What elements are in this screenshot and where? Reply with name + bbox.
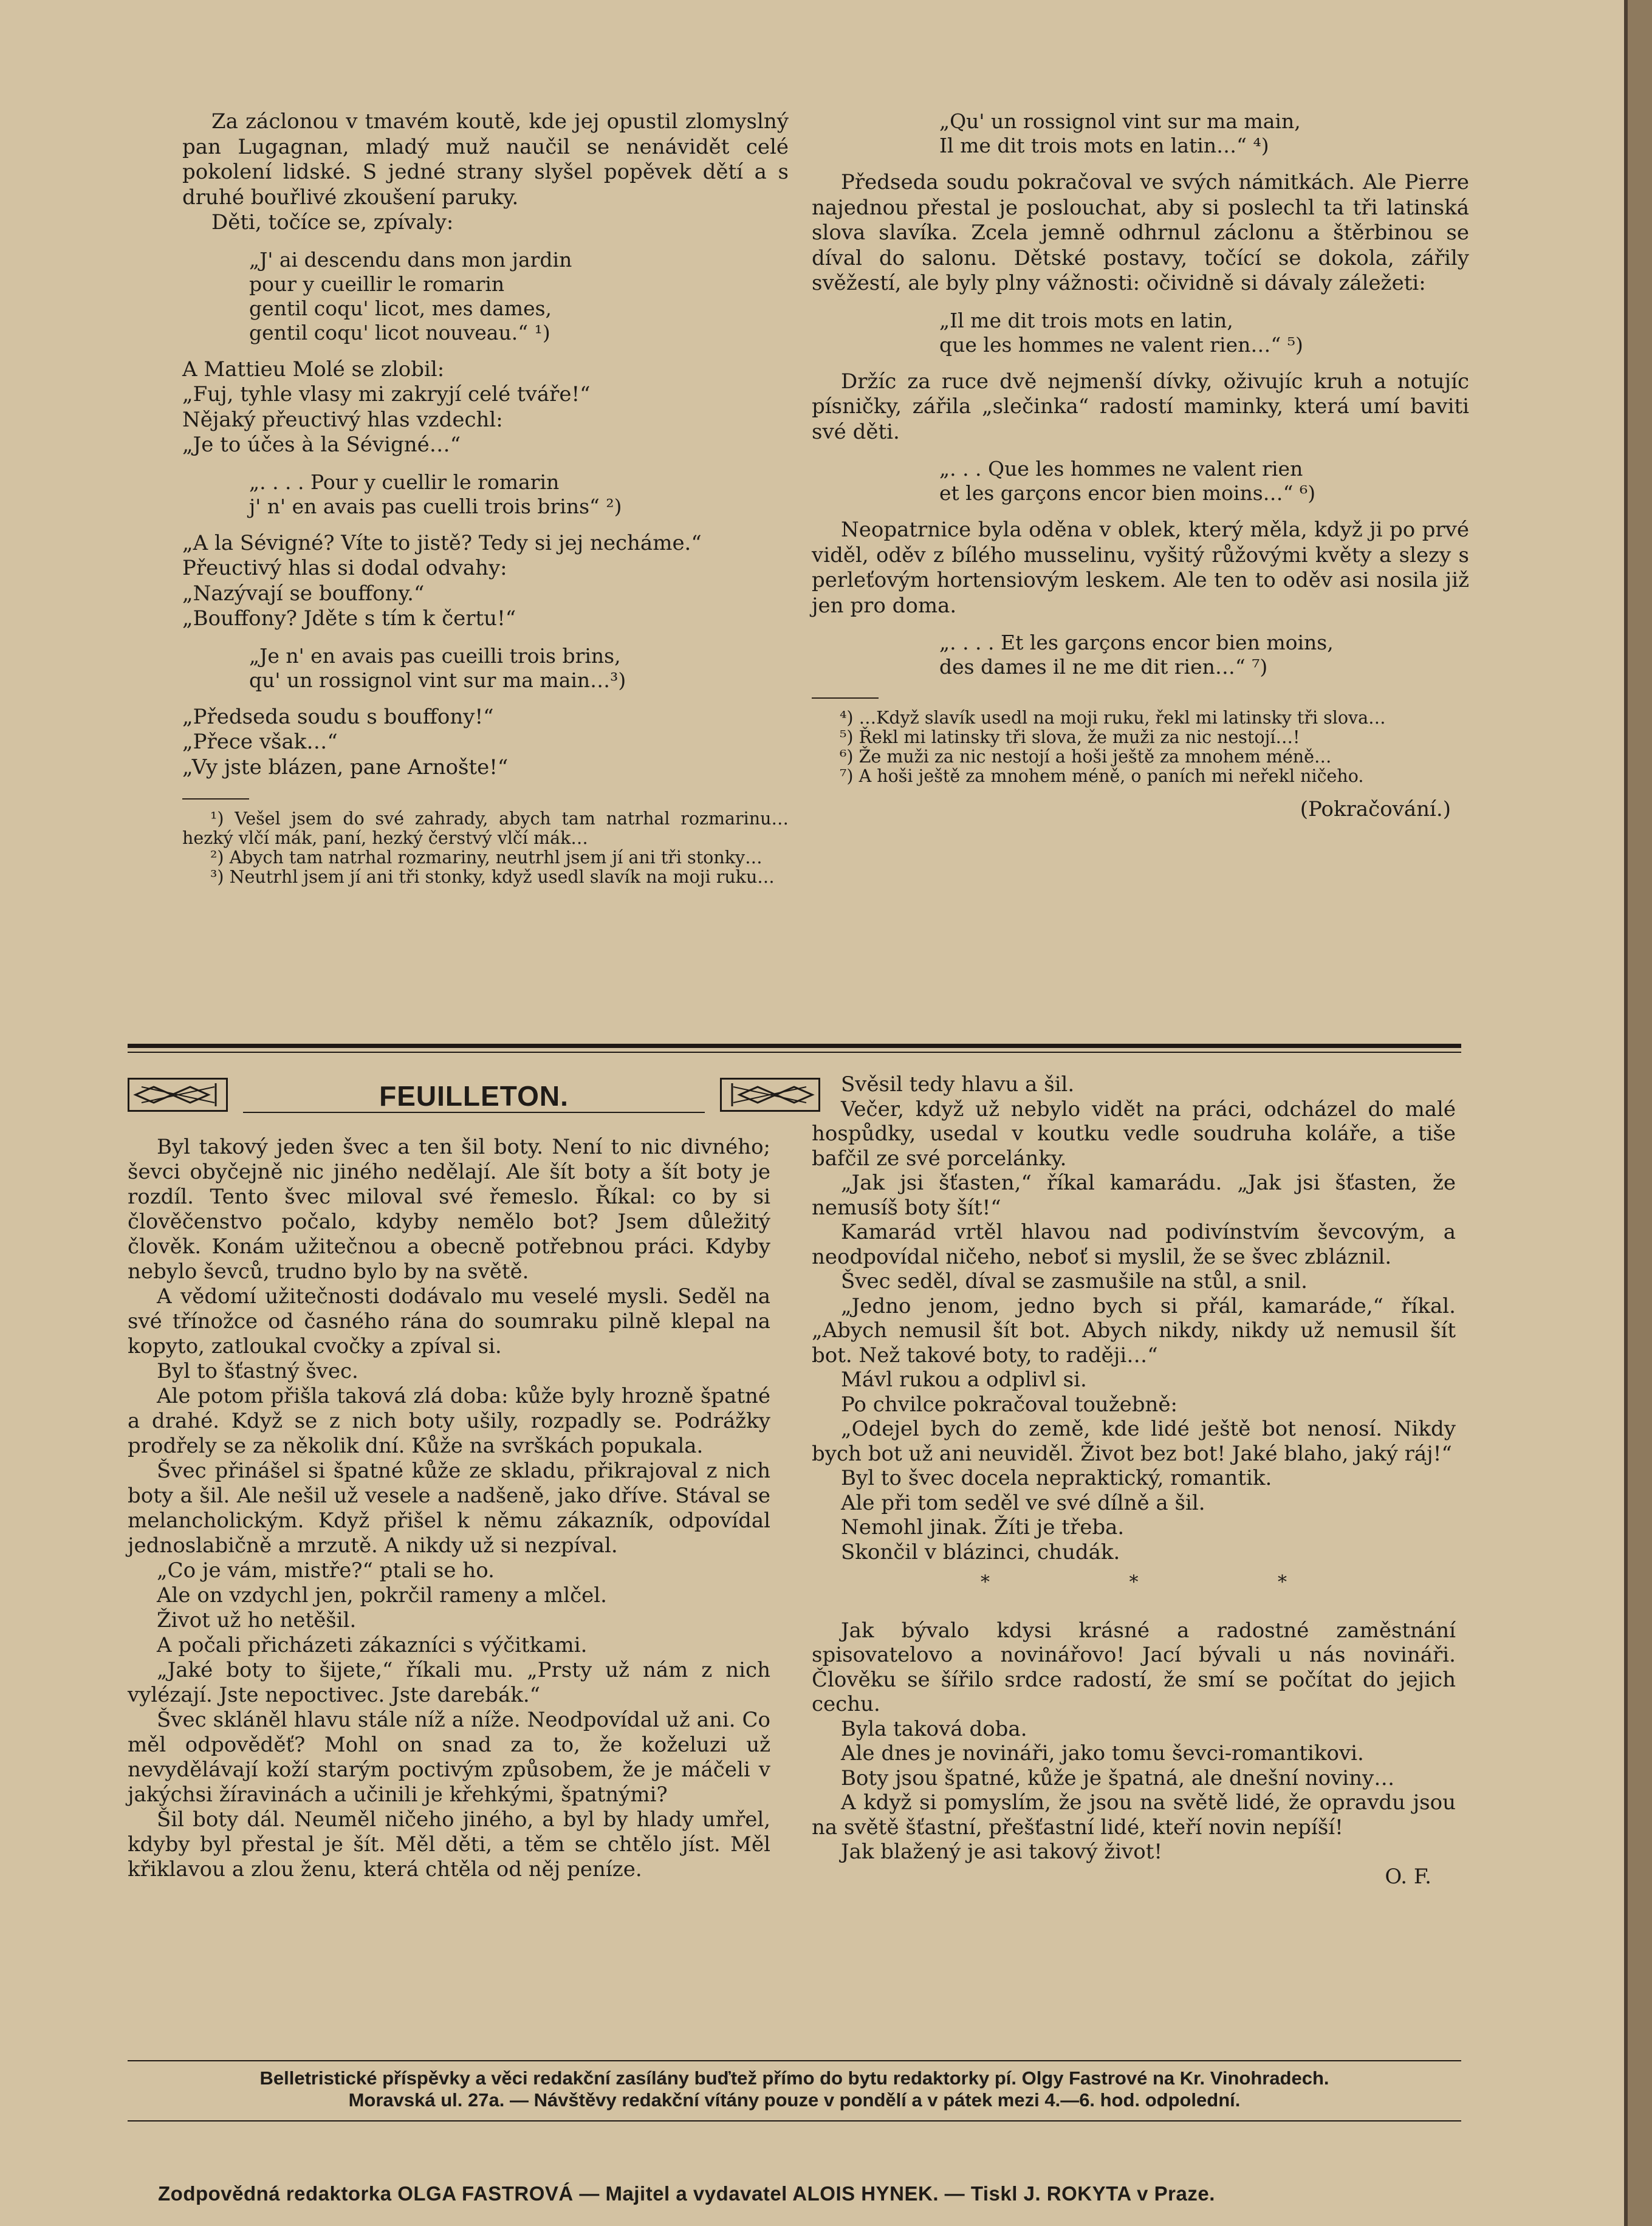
paragraph: Život už ho netěšil. <box>157 1608 357 1632</box>
footnote-rule <box>182 798 249 800</box>
paragraph: Neopatrnice byla oděna v oblek, který měla, když ji po prvé viděl, oděv z bílého musselinu, vyšitý růžovými květy a slezy s perleťovým hortensiovým leskem. Ale ten to oděv asi nosila již jen pro doma. <box>812 518 1469 618</box>
ornament-icon <box>722 1080 818 1110</box>
paragraph: Děti, točíce se, zpívaly: <box>211 210 454 235</box>
left-top-column <box>182 109 789 887</box>
ornament-box-left <box>128 1078 228 1112</box>
paragraph: A když si pomyslím, že jsou na světě lidé, že opravdu jsou na světě šťastní, přešťastní lidé, kteří novin nepíší! <box>812 1790 1456 1840</box>
paragraph: A počali přicházeti zákazníci s výčitkami. <box>157 1633 588 1657</box>
paragraph: „A la Sévigné? Víte to jistě? Tedy si jej necháme.“ <box>182 530 702 555</box>
feuilleton-left-column <box>128 1135 770 1882</box>
feuilleton-title: FEUILLETON. <box>379 1080 569 1112</box>
paragraph: „Jedno jenom, jedno bych si přál, kamaráde,“ říkal. „Abych nemusil šít bot. Abych nikdy, nikdy už nemusil šít bot. Než takové boty, to raději…“ <box>812 1293 1456 1368</box>
paragraph: Nějaký přeuctivý hlas vzdechl: <box>182 407 503 432</box>
footnote-7: ⁷) A hoši ještě za mnohem méně, o paních mi neřekl ničeho. <box>840 766 1364 786</box>
paragraph: „Předseda soudu s bouffony!“ <box>182 704 494 729</box>
paragraph: Jak blažený je asi takový život! <box>841 1840 1163 1864</box>
paragraph: Za záclonou v tmavém koutě, kde jej opustil zlomyslný pan Lugagnan, mladý muž naučil se nenávidět celé pokolení lidské. S jedné strany slyšel popěvek dětí a s druhé bouřlivé zkoušení paruky. <box>182 109 789 210</box>
feuilleton-right-column <box>812 1072 1456 1889</box>
notice-line-1: Belletristické příspěvky a věci redakční zasílány buďtež přímo do bytu redaktorky pí. Olgy Fastrové na Kr. Vinohradech. <box>259 2067 1329 2089</box>
paragraph: Byl takový jeden švec a ten šil boty. Není to nic divného; ševci obyčejně nic jiného nedělají. Ale šít boty a šít boty je rozdíl. Tento švec miloval své řemeslo. Říkal: co by si člověčenstvo počalo, kdyby nemělo bot? Jsem důležitý člověk. Konám užitečnou a obecně potřebnou práci. Kdyby nebylo ševců, trudno bylo by na světě. <box>128 1135 770 1284</box>
paragraph: Švec přinášel si špatné kůže ze skladu, přikrajoval z nich boty a šil. Ale nešil už vesele a nadšeně, jako dříve. Stával se melancholickým. Když přišel k němu zákazník, odpovídal jednoslabičně a mrzutě. A nikdy už si nezpíval. <box>128 1459 770 1558</box>
poem-5: „Il me dit trois mots en latin, que les hommes ne valent rien…“ ⁵) <box>939 308 1303 357</box>
paragraph: Byla taková doba. <box>841 1716 1027 1741</box>
imprint: Zodpovědná redaktorka OLGA FASTROVÁ — Majitel a vydavatel ALOIS HYNEK. — Tiskl J. ROKYTA v Praze. <box>158 2182 1215 2205</box>
poem-7: „. . . . Et les garçons encor bien moins, des dames il ne me dit rien…“ ⁷) <box>939 631 1334 679</box>
paragraph: Byl to švec docela nepraktický, romantik. <box>841 1466 1272 1490</box>
page-edge-shadow <box>1624 0 1628 2226</box>
paragraph: Švec skláněl hlavu stále níž a níže. Neodpovídal už ani. Co měl odpověděť? Mohl on snad za to, že koželuzi už nevydělávají koží starým poctivým způsobem, že je máčeli v jakýchsi žíravinách a učinili je křehkými, špatnými? <box>128 1708 770 1807</box>
paragraph: A Mattieu Molé se zlobil: <box>182 357 445 382</box>
paragraph: Šil boty dál. Neuměl ničeho jiného, a byl by hlady umřel, kdyby byl přestal je šít. Měl děti, a těm se chtělo jíst. Měl křiklavou a zlou ženu, která chtěla od něj peníze. <box>128 1807 770 1882</box>
footnote-5: ⁵) Řekl mi latinsky tři slova, že muži za nic nestojí…! <box>840 727 1300 747</box>
footnote-3: ³) Neutrhl jsem jí ani tři stonky, když usedl slavík na moji ruku… <box>210 867 775 887</box>
paragraph: Ale on vzdychl jen, pokrčil rameny a mlčel. <box>157 1583 607 1608</box>
right-top-column <box>812 109 1469 823</box>
footnotes <box>812 708 1469 786</box>
paragraph: Skončil v blázinci, chudák. <box>841 1539 1120 1564</box>
footnotes <box>182 809 789 887</box>
paragraph: „Přece však…“ <box>182 730 338 754</box>
paragraph: Ale při tom seděl ve své dílně a šil. <box>841 1490 1205 1515</box>
editorial-notice <box>128 2067 1461 2111</box>
feuilleton-banner <box>128 1075 820 1117</box>
paragraph: „Je to účes à la Sévigné…“ <box>182 433 461 457</box>
paragraph: Nemohl jinak. Žíti je třeba. <box>841 1515 1125 1539</box>
signature: O. F. <box>1385 1864 1431 1889</box>
paragraph: Přeuctivý hlas si dodal odvahy: <box>182 556 507 580</box>
paragraph: Boty jsou špatné, kůže je špatná, ale dnešní noviny… <box>841 1765 1395 1790</box>
poem-4: „Qu' un rossignol vint sur ma main, Il me dit trois mots en latin…“ ⁴) <box>939 109 1301 157</box>
poem-1: „J' ai descendu dans mon jardin pour y cueillir le romarin gentil coqu' licot, mes dames, gentil coqu' licot nouveau.“ ¹) <box>249 247 572 344</box>
paragraph: Večer, když už nebylo vidět na práci, odcházel do malé hospůdky, usedal v koutku vedle soudruha koláře, a tiše bafčil ze své porcelánky. <box>812 1097 1456 1171</box>
section-rule-thin <box>128 1052 1461 1053</box>
paragraph: Držíc za ruce dvě nejmenší dívky, oživujíc kruh a notujíc písničky, zářila „slečinka“ radostí maminky, která umí baviti své děti. <box>812 369 1469 444</box>
paragraph: Jak bývalo kdysi krásné a radostné zaměstnání spisovatelovo a novinářovo! Jací bývali u nás novináři. Člověku se šířilo srdce radostí, že smí se počítat do jejich cechu. <box>812 1618 1456 1716</box>
poem-2: „. . . . Pour y cuellir le romarin j' n' en avais pas cuelli trois brins“ ²) <box>249 470 622 518</box>
paragraph: Předseda soudu pokračoval ve svých námitkách. Ale Pierre najednou přestal je poslouchat, aby si poslechl ta tři latinská slova slavíka. Zcela jemně odhrnul záclonu a štěrbinou se díval do salonu. Dětské postavy, točící se dokola, zářily svěžestí, ale byly plny vážnosti: očividně si dávaly záležeti: <box>812 170 1469 295</box>
ornament-icon <box>129 1080 226 1110</box>
paragraph: „Vy jste blázen, pane Arnošte!“ <box>182 755 509 779</box>
paragraph: „Bouffony? Jděte s tím k čertu!“ <box>182 606 516 631</box>
paragraph: „Jak jsi šťasten,“ říkal kamarádu. „Jak jsi šťasten, že nemusíš boty šít!“ <box>812 1171 1456 1220</box>
paragraph: „Jaké boty to šijete,“ říkali mu. „Prsty už nám z nich vylézají. Jste nepoctivec. Jste darebák.“ <box>128 1658 770 1707</box>
paragraph: Ale dnes je novináři, jako tomu ševci-romantikovi. <box>841 1741 1364 1765</box>
footnote-rule <box>812 697 879 699</box>
paragraph: Svěsil tedy hlavu a šil. <box>841 1072 1075 1097</box>
footnote-4: ⁴) …Když slavík usedl na moji ruku, řekl mi latinsky tři slova… <box>840 708 1386 728</box>
notice-rule-top <box>128 2060 1461 2061</box>
paragraph: Mávl rukou a odplivl si. <box>841 1368 1087 1392</box>
paragraph: Švec seděl, díval se zasmušile na stůl, a snil. <box>841 1269 1308 1293</box>
notice-line-2: Moravská ul. 27a. — Návštěvy redakční vítány pouze v pondělí a v pátek mezi 4.—6. hod. odpolední. <box>348 2089 1241 2111</box>
section-stars: * * * <box>980 1572 1354 1593</box>
continued-note: (Pokračování.) <box>1300 797 1451 821</box>
page-edge <box>1628 0 1652 2226</box>
paragraph: A vědomí užitečnosti dodávalo mu veselé mysli. Seděl na své třínožce od časného rána do soumraku pilně klepal na kopyto, zatloukal cvočky a zpíval si. <box>128 1284 770 1358</box>
paragraph: „Fuj, tyhle vlasy mi zakryjí celé tváře!“ <box>182 382 591 406</box>
poem-3: „Je n' en avais pas cueilli trois brins, qu' un rossignol vint sur ma main…³) <box>249 643 626 692</box>
footnote-1: ¹) Vešel jsem do své zahrady, abych tam natrhal rozmarinu… hezký vlčí mák, paní, hezký čerstvý vlčí mák… <box>182 809 789 848</box>
poem-6: „. . . Que les hommes ne valent rien et les garçons encor bien moins…“ ⁶) <box>939 457 1316 505</box>
section-rule-thick <box>128 1044 1461 1048</box>
footnote-6: ⁶) Že muži za nic nestojí a hoši ještě za mnohem méně… <box>840 747 1332 767</box>
paragraph: „Co je vám, mistře?“ ptali se ho. <box>157 1558 495 1583</box>
paragraph: Po chvilce pokračoval toužebně: <box>841 1392 1177 1417</box>
footnote-2: ²) Abych tam natrhal rozmariny, neutrhl jsem jí ani tři stonky… <box>210 848 763 868</box>
paragraph: Kamarád vrtěl hlavou nad podivínstvím ševcovým, a neodpovídal ničeho, neboť si myslil, že se švec zbláznil. <box>812 1220 1456 1269</box>
notice-rule-bottom <box>128 2120 1461 2122</box>
paragraph: Ale potom přišla taková zlá doba: kůže byly hrozně špatné a drahé. Když se z nich boty ušily, rozpadly se. Podrážky prodřely se za několik dní. Kůže na svrškách popukala. <box>128 1384 770 1458</box>
paragraph: „Odejel bych do země, kde lidé ještě bot nenosí. Nikdy bych bot už ani neuviděl. Život bez bot! Jaké blaho, jaký ráj!“ <box>812 1417 1456 1466</box>
paragraph: „Nazývají se bouffony.“ <box>182 581 425 606</box>
paragraph: Byl to šťastný švec. <box>157 1359 358 1383</box>
title-underline <box>243 1112 705 1113</box>
ornament-box-right <box>720 1078 820 1112</box>
